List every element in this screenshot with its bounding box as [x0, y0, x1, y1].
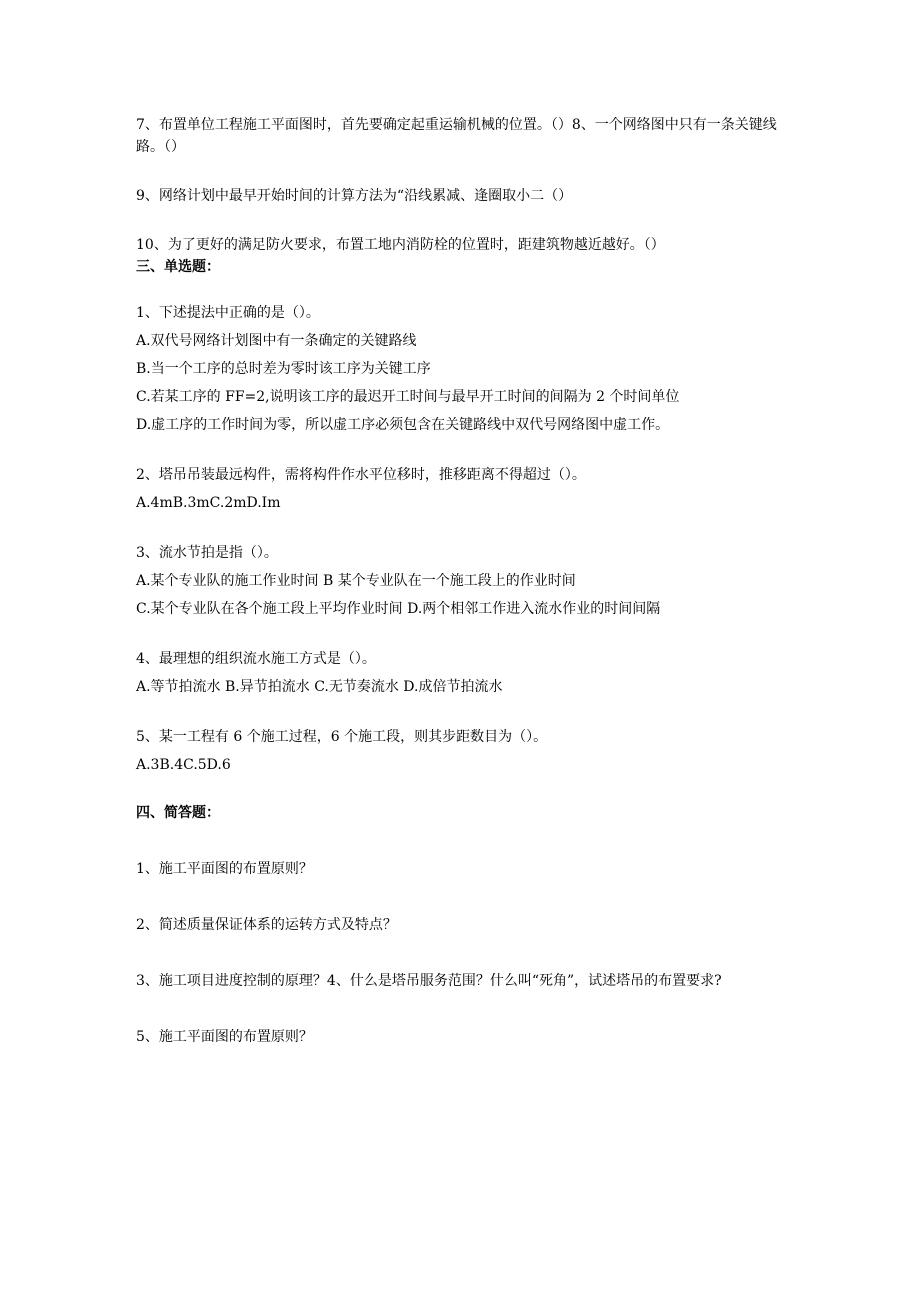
- short-question-5: 5、施工平面图的布置原则？: [136, 1029, 313, 1045]
- short-question-2: 2、简述质量保证体系的运转方式及特点？: [136, 917, 397, 933]
- tf-question-9: 9、网络计划中最早开始时间的计算方法为“沿线累减、逢圈取小二（）: [136, 188, 573, 204]
- options-cd: C.某个专业队在各个施工段上平均作业时间 D.两个相邻工作进入流水作业的时间间隔: [136, 601, 661, 617]
- options: A.3B.4C.5D.6: [136, 757, 231, 773]
- options: A.4mB.3mC.2mD.Im: [136, 495, 281, 511]
- short-question-3-4: 3、施工项目进度控制的原理？4、什么是塔吊服务范围？什么叫“死角”，试述塔吊的布置要求?: [136, 973, 722, 989]
- single-question-1: [136, 299, 786, 439]
- single-question-4: [136, 645, 786, 701]
- option-b: B.当一个工序的总时差为零时该工序为关键工序: [136, 361, 431, 377]
- option-d: D.虚工序的工作时间为零，所以虚工序必须包含在关键路线中双代号网络图中虚工作。: [136, 417, 670, 433]
- options: A.等节拍流水 B.异节拍流水 C.无节奏流水 D.成倍节拍流水: [136, 679, 503, 695]
- single-question-2: [136, 461, 786, 517]
- question-stem: 3、流水节拍是指（）。: [136, 545, 278, 561]
- document-page: [136, 114, 786, 1048]
- option-c: C.若某工序的 FF=2,说明该工序的最迟开工时间与最早开工时间的间隔为 2 个时间单位: [136, 389, 680, 405]
- section-heading-short-answer: 四、简答题：: [136, 805, 220, 821]
- options-ab: A.某个专业队的施工作业时间 B 某个专业队在一个施工段上的作业时间: [136, 573, 576, 589]
- tf-question-10: 10、为了更好的满足防火要求，布置工地内消防栓的位置时，距建筑物越近越好。（）: [136, 237, 665, 253]
- question-stem: 4、最理想的组织流水施工方式是（）。: [136, 651, 376, 667]
- question-stem: 5、某一工程有 6 个施工过程，6 个施工段，则其步距数目为（）。: [136, 729, 548, 745]
- short-question-1: 1、施工平面图的布置原则？: [136, 861, 313, 877]
- tf-question-7-8: 7、布置单位工程施工平面图时，首先要确定起重运输机械的位置。（）8、一个网络图中只有一条关键线路。（）: [136, 117, 777, 155]
- question-stem: 2、塔吊吊装最远构件，需将构件作水平位移时，推移距离不得超过（）。: [136, 467, 586, 483]
- single-question-5: [136, 723, 786, 779]
- question-stem: 1、下述提法中正确的是（）。: [136, 305, 320, 321]
- option-a: A.双代号网络计划图中有一条确定的关键路线: [136, 333, 417, 349]
- section-heading-single-choice: 三、单选题：: [136, 259, 220, 275]
- single-question-3: [136, 539, 786, 623]
